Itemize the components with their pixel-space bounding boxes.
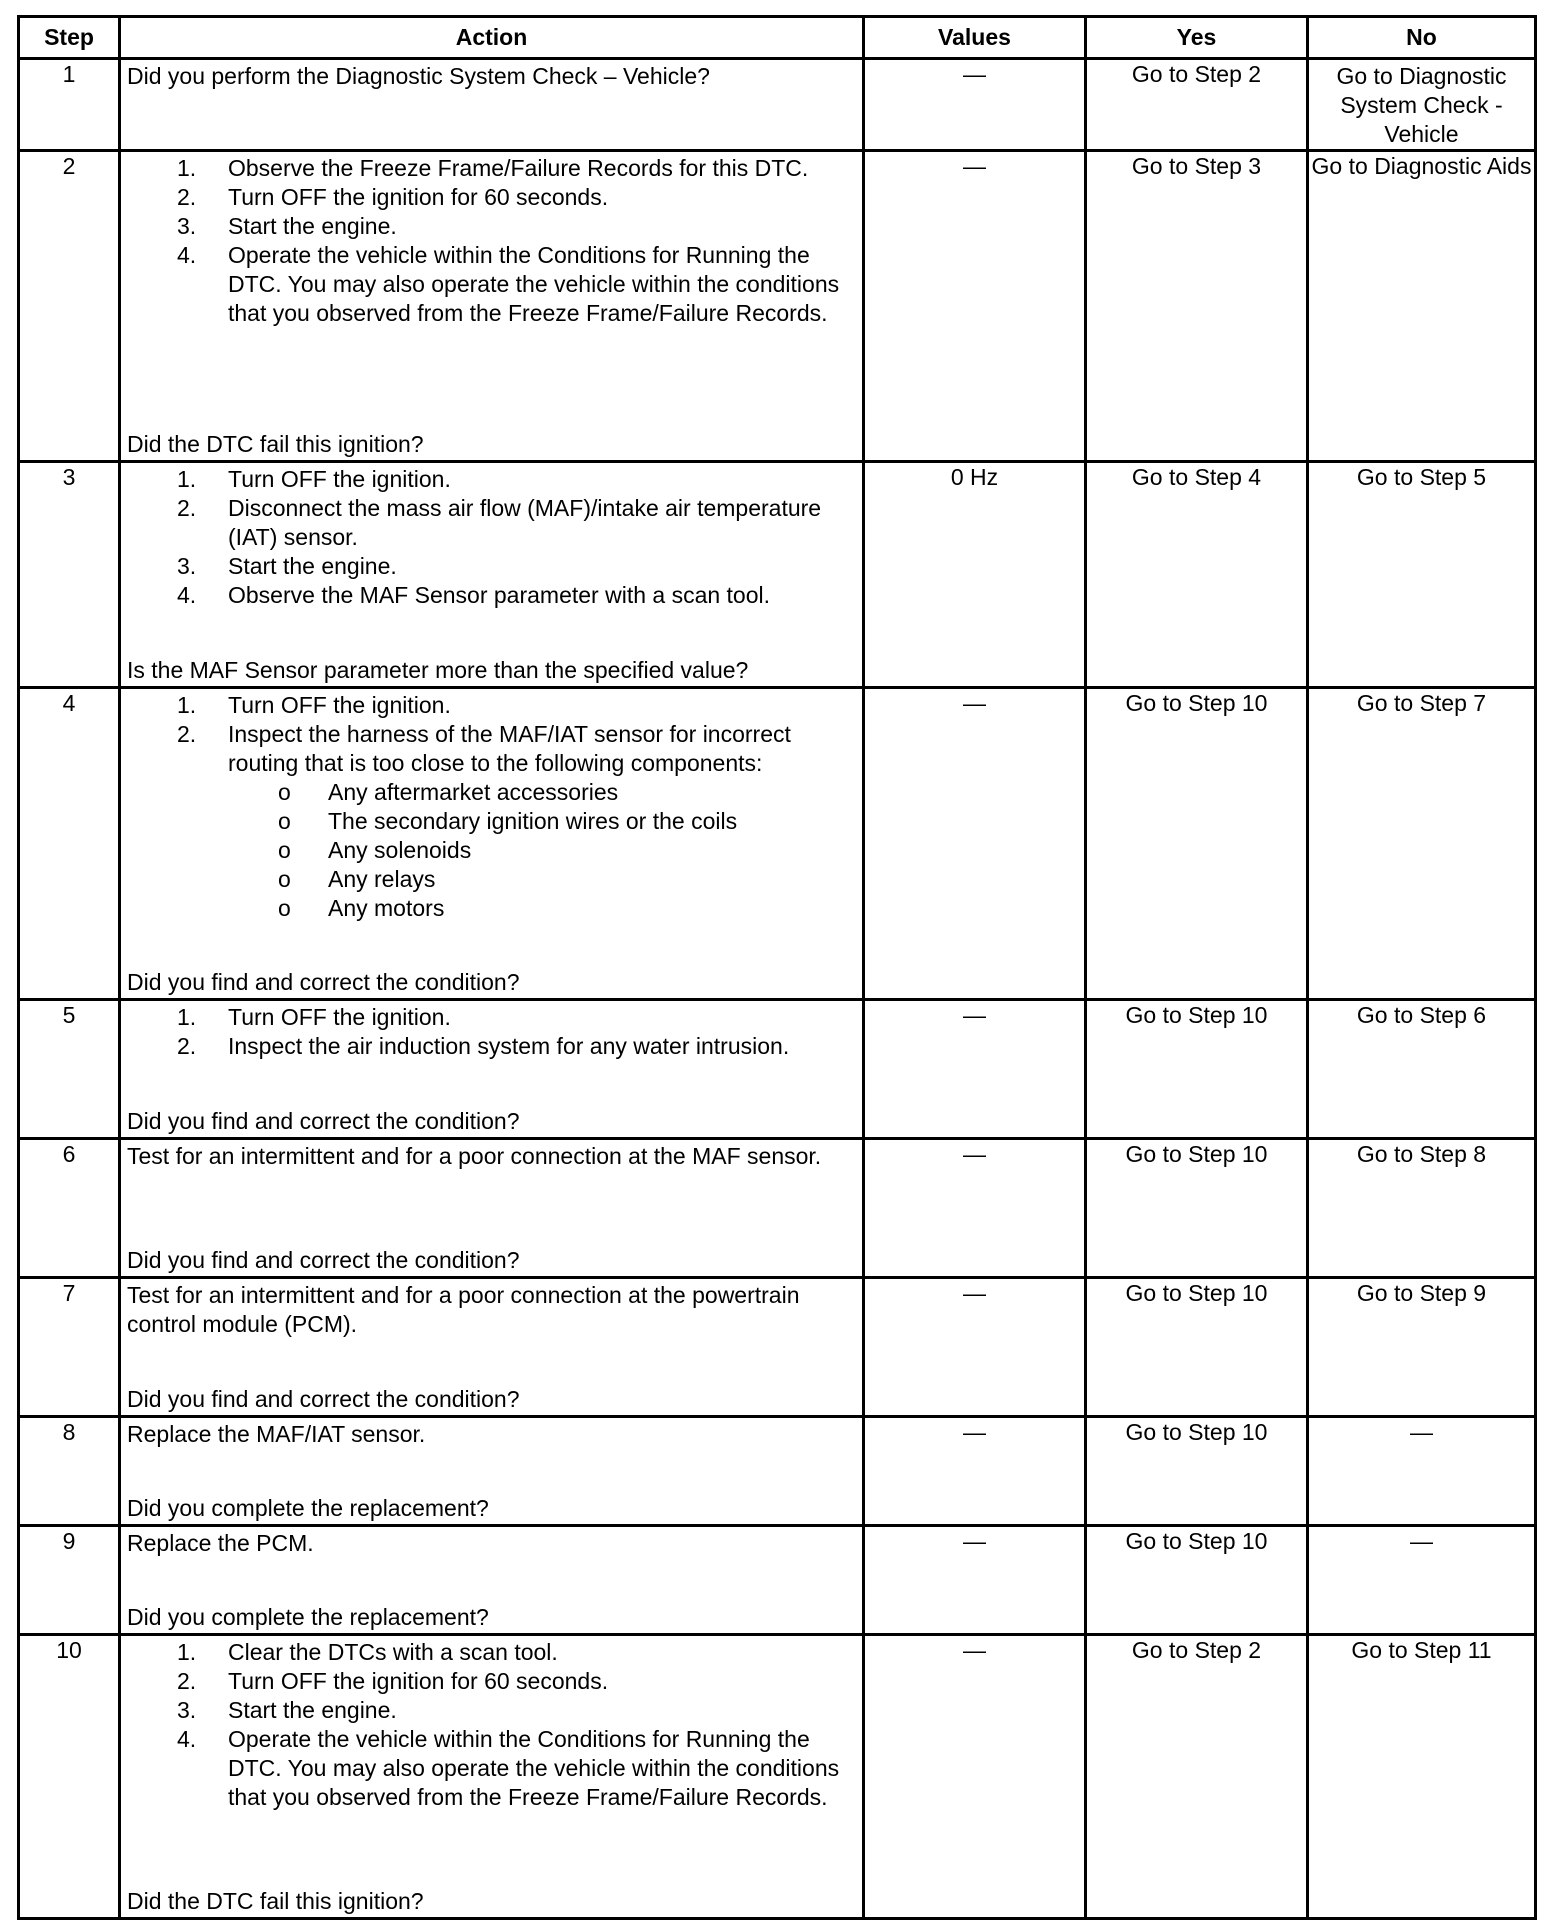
values-cell: — <box>864 1635 1086 1919</box>
values-cell: — <box>864 1278 1086 1417</box>
table-row <box>19 151 1536 462</box>
list-item: 3. Start the engine. <box>177 553 397 579</box>
yes-cell: Go to Step 3 <box>1086 151 1308 462</box>
action-question: Did the DTC fail this ignition? <box>127 1888 424 1914</box>
header-step: Step <box>19 17 120 59</box>
action-steps <box>127 154 856 328</box>
values-cell: — <box>864 151 1086 462</box>
table-row <box>19 1139 1536 1278</box>
yes-cell: Go to Step 2 <box>1086 59 1308 151</box>
step-number: 5 <box>19 1000 120 1139</box>
action-steps <box>127 1638 856 1812</box>
list-item: o Any aftermarket accessories <box>278 779 619 805</box>
table-row <box>19 59 1536 151</box>
action-steps <box>127 1003 856 1061</box>
no-cell: — <box>1308 1417 1536 1526</box>
action-question: Did you find and correct the condition? <box>127 1108 520 1134</box>
values-cell: 0 Hz <box>864 462 1086 688</box>
step-number: 1 <box>19 59 120 151</box>
step-number: 4 <box>19 688 120 1000</box>
yes-cell: Go to Step 10 <box>1086 1000 1308 1139</box>
list-item: 2. Inspect the air induction system for any water intrusion. <box>177 1033 790 1059</box>
yes-cell: Go to Step 10 <box>1086 1417 1308 1526</box>
no-cell: Go to Diagnostic System Check - Vehicle <box>1308 59 1536 151</box>
values-cell: — <box>864 688 1086 1000</box>
yes-cell: Go to Step 10 <box>1086 1278 1308 1417</box>
yes-cell: Go to Step 2 <box>1086 1635 1308 1919</box>
yes-cell: Go to Step 10 <box>1086 688 1308 1000</box>
list-item: 4. Operate the vehicle within the Conditions for Running the DTC. You may also operate the vehicle within the conditions that you observed from the Freeze Frame/Failure Records. <box>177 242 840 326</box>
header-action: Action <box>120 17 864 59</box>
action-question: Did you find and correct the condition? <box>127 969 520 995</box>
header-no: No <box>1308 17 1536 59</box>
step-number: 7 <box>19 1278 120 1417</box>
list-item: o Any solenoids <box>278 837 472 863</box>
action-cell <box>120 1278 864 1417</box>
list-item: 2. Disconnect the mass air flow (MAF)/intake air temperature (IAT) sensor. <box>177 495 822 550</box>
list-item: 1. Turn OFF the ignition. <box>177 1004 451 1030</box>
step-number: 6 <box>19 1139 120 1278</box>
no-cell: Go to Step 9 <box>1308 1278 1536 1417</box>
values-cell: — <box>864 59 1086 151</box>
action-cell <box>120 462 864 688</box>
table-row <box>19 1635 1536 1919</box>
list-item: o Any motors <box>278 895 445 921</box>
action-cell <box>120 151 864 462</box>
list-item: 4. Observe the MAF Sensor parameter with a scan tool. <box>177 582 771 608</box>
list-item: 2. Inspect the harness of the MAF/IAT sensor for incorrect routing that is too close to the following components: <box>177 721 791 776</box>
action-steps <box>127 691 856 778</box>
component-list <box>127 778 856 923</box>
table-row <box>19 462 1536 688</box>
header-yes: Yes <box>1086 17 1308 59</box>
no-cell: Go to Step 6 <box>1308 1000 1536 1139</box>
step-number: 3 <box>19 462 120 688</box>
action-text: Test for an intermittent and for a poor connection at the MAF sensor. <box>127 1143 822 1169</box>
table-row <box>19 1278 1536 1417</box>
list-item: 1. Turn OFF the ignition. <box>177 466 451 492</box>
no-cell: Go to Step 8 <box>1308 1139 1536 1278</box>
values-cell: — <box>864 1000 1086 1139</box>
table-row <box>19 1000 1536 1139</box>
diagnostic-table <box>17 15 1537 1920</box>
action-question: Did you find and correct the condition? <box>127 1386 520 1412</box>
action-cell <box>120 688 864 1000</box>
action-cell <box>120 1635 864 1919</box>
list-item: 3. Start the engine. <box>177 213 397 239</box>
step-number: 9 <box>19 1526 120 1635</box>
action-question: Is the MAF Sensor parameter more than the specified value? <box>127 657 749 683</box>
no-cell: Go to Step 11 <box>1308 1635 1536 1919</box>
no-cell: — <box>1308 1526 1536 1635</box>
header-row <box>19 17 1536 59</box>
no-cell: Go to Step 7 <box>1308 688 1536 1000</box>
list-item: 1. Turn OFF the ignition. <box>177 692 451 718</box>
action-question: Did the DTC fail this ignition? <box>127 431 424 457</box>
list-item: 2. Turn OFF the ignition for 60 seconds. <box>177 1668 609 1694</box>
action-text: Replace the MAF/IAT sensor. <box>127 1421 426 1447</box>
table-row <box>19 688 1536 1000</box>
action-text: Did you perform the Diagnostic System Check – Vehicle? <box>127 63 710 89</box>
step-number: 2 <box>19 151 120 462</box>
list-item: 1. Clear the DTCs with a scan tool. <box>177 1639 558 1665</box>
action-steps <box>127 465 856 610</box>
action-cell <box>120 1417 864 1526</box>
header-values: Values <box>864 17 1086 59</box>
values-cell: — <box>864 1417 1086 1526</box>
action-cell <box>120 1000 864 1139</box>
action-question: Did you find and correct the condition? <box>127 1247 520 1273</box>
yes-cell: Go to Step 4 <box>1086 462 1308 688</box>
values-cell: — <box>864 1526 1086 1635</box>
action-question: Did you complete the replacement? <box>127 1495 489 1521</box>
yes-cell: Go to Step 10 <box>1086 1139 1308 1278</box>
step-number: 10 <box>19 1635 120 1919</box>
list-item: 3. Start the engine. <box>177 1697 397 1723</box>
action-question: Did you complete the replacement? <box>127 1604 489 1630</box>
table-row <box>19 1526 1536 1635</box>
table-row <box>19 1417 1536 1526</box>
action-cell <box>120 1139 864 1278</box>
action-cell <box>120 1526 864 1635</box>
list-item: o The secondary ignition wires or the coils <box>278 808 738 834</box>
no-cell: Go to Step 5 <box>1308 462 1536 688</box>
list-item: 2. Turn OFF the ignition for 60 seconds. <box>177 184 609 210</box>
yes-cell: Go to Step 10 <box>1086 1526 1308 1635</box>
list-item: o Any relays <box>278 866 436 892</box>
action-text: Replace the PCM. <box>127 1530 314 1556</box>
step-number: 8 <box>19 1417 120 1526</box>
list-item: 1. Observe the Freeze Frame/Failure Records for this DTC. <box>177 155 809 181</box>
list-item: 4. Operate the vehicle within the Conditions for Running the DTC. You may also operate the vehicle within the conditions that you observed from the Freeze Frame/Failure Records. <box>177 1726 840 1810</box>
action-cell <box>120 59 864 151</box>
action-text: Test for an intermittent and for a poor connection at the powertrain control module (PCM). <box>127 1282 800 1337</box>
no-cell: Go to Diagnostic Aids <box>1308 151 1536 462</box>
values-cell: — <box>864 1139 1086 1278</box>
